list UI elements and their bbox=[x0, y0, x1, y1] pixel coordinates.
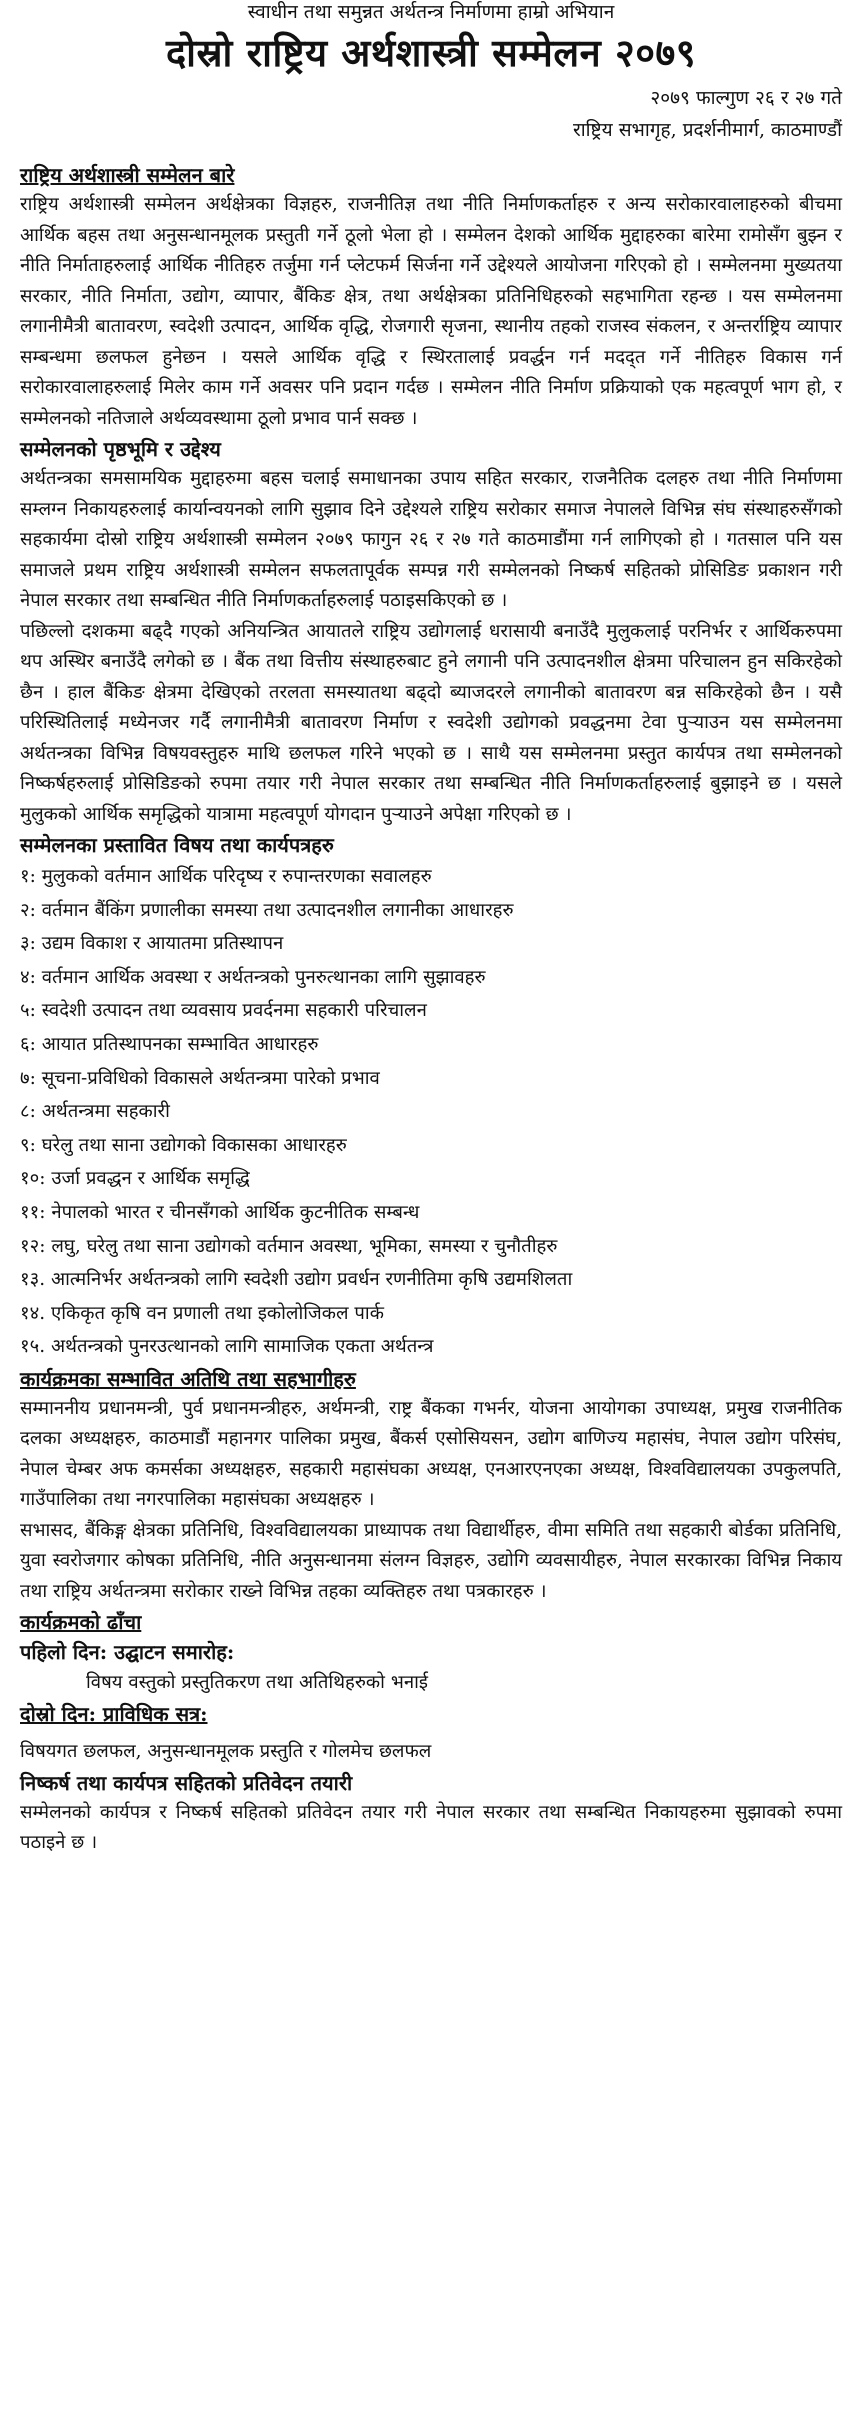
list-item: १०: उर्जा प्रवद्धन र आर्थिक समृद्धि bbox=[20, 1168, 250, 1190]
background-paragraph-2: पछिल्लो दशकमा बढ्दै गएको अनियन्त्रित आयातले राष्ट्रिय उद्योगलाई धरासायी बनाउँदै मुलुकलाई परनिर्भर र आर्थिकरुपमा थप अस्थिर बनाउँदै लगेको छ । बैंक तथा वित्तीय संस्थाहरुबाट हुने लगानी पनि उत्पादनशील क्षेत्रमा परिचालन हुन सकिरहेको छैन । हाल बैंकिङ क्षेत्रमा देखिएको तरलता समस्यातथा बढ्दो ब्याजदरले लगानीको बातावरण बन्न सकिरहेको छैन । यसै परिस्थितिलाई मध्येनजर गर्दै लगानीमैत्री बातावरण निर्माण र स्वदेशी उद्योगको प्रवद्धनमा टेवा पुऱ्याउन यस सम्मेलनमा अर्थतन्त्रका विभिन्न विषयवस्तुहरु माथि छलफल गरिने भएको छ । साथै यस सम्मेलनमा प्रस्तुत कार्यपत्र तथा सम्मेलनको निष्कर्षहरुलाई प्रोसिडिङको रुपमा तयार गरी नेपाल सरकार तथा सम्बन्धित नीति निर्माणकर्ताहरुलाई बुझाइने छ । यसले मुलुकको आर्थिक समृद्धिको यात्रामा महत्वपूर्ण योगदान पुऱ्याउने अपेक्षा गरिएको छ । bbox=[20, 620, 842, 825]
list-item: १४. एकिकृत कृषि वन प्रणाली तथा इकोलोजिकल पार्क bbox=[20, 1302, 384, 1324]
program-section bbox=[20, 1607, 842, 1859]
program-heading: कार्यक्रमको ढाँचा bbox=[20, 1610, 142, 1635]
list-item: ५: स्वदेशी उत्पादन तथा व्यवसाय प्रवर्दनमा सहकारी परिचालन bbox=[20, 1000, 427, 1022]
tagline: स्वाधीन तथा समुन्नत अर्थतन्त्र निर्माणमा हाम्रो अभियान bbox=[247, 1, 615, 23]
report-text: सम्मेलनको कार्यपत्र र निष्कर्ष सहितको प्रतिवेदन तयार गरी नेपाल सरकार तथा सम्बन्धित निकायहरुमा सुझावको रुपमा पठाइने छ । bbox=[20, 1801, 842, 1854]
list-item: २: वर्तमान बैंकिंग प्रणालीका समस्या तथा उत्पादनशील लगानीका आधारहरु bbox=[20, 899, 514, 921]
background-section bbox=[20, 434, 842, 830]
topics-section bbox=[20, 830, 842, 1364]
list-item: ३: उद्यम विकाश र आयातमा प्रतिस्थापन bbox=[20, 933, 284, 955]
list-item: ८: अर्थतन्त्रमा सहकारी bbox=[20, 1101, 170, 1123]
list-item: ४: वर्तमान आर्थिक अवस्था र अर्थतन्त्रको पुनरुत्थानका लागि सुझावहरु bbox=[20, 966, 486, 988]
list-item: ६: आयात प्रतिस्थापनका सम्भावित आधारहरु bbox=[20, 1033, 319, 1055]
background-heading: सम्मेलनको पृष्ठभूमि र उद्देश्य bbox=[20, 437, 221, 461]
page-title: दोस्रो राष्ट्रिय अर्थशास्त्री सम्मेलन २०७९ bbox=[165, 30, 697, 75]
about-section bbox=[20, 160, 842, 434]
guests-heading: कार्यक्रमका सम्भावित अतिथि तथा सहभागीहरु bbox=[20, 1366, 356, 1391]
list-item: १३. आत्मनिर्भर अर्थतन्त्रको लागि स्वदेशी उद्योग प्रवर्धन रणनीतिमा कृषि उद्यमशिलता bbox=[20, 1269, 573, 1291]
background-paragraph-1: अर्थतन्त्रका समसामयिक मुद्दाहरुमा बहस चलाई समाधानका उपाय सहित सरकार, राजनैतिक दलहरु तथा नीति निर्माणमा सम्लग्न निकायहरुलाई कार्यान्वयनको लागि सुझाव दिने उद्देश्यले राष्ट्रिय सरोकार समाज नेपालले विभिन्न संघ संस्थाहरुसँगको सहकार्यमा दोस्रो राष्ट्रिय अर्थशास्त्री सम्मेलन २०७९ फागुन २६ र २७ गते काठमाडौंमा गर्न लागिएको हो । गतसाल पनि यस समाजले प्रथम राष्ट्रिय अर्थशास्त्री सम्मेलन सफलतापूर्वक सम्पन्न गरी सम्मेलनको निष्कर्ष सहितको प्रोसिडिङ प्रकाशन गरी नेपाल सरकार तथा सम्बन्धित नीति निर्माणकर्ताहरुलाई पठाइसकिएको छ । bbox=[20, 468, 842, 611]
report-heading: निष्कर्ष तथा कार्यपत्र सहितको प्रतिवेदन तयारी bbox=[20, 1770, 353, 1795]
about-heading: राष्ट्रिय अर्थशास्त्री सम्मेलन बारे bbox=[20, 163, 235, 187]
event-venue: राष्ट्रिय सभागृह, प्रदर्शनीमार्ग, काठमाण्डौं bbox=[572, 119, 842, 141]
event-meta bbox=[20, 82, 842, 146]
spacer bbox=[20, 1729, 842, 1737]
list-item: ७: सूचना-प्रविधिको विकासले अर्थतन्त्रमा पारेको प्रभाव bbox=[20, 1067, 380, 1089]
list-item: ११: नेपालको भारत र चीनसँगको आर्थिक कुटनीतिक सम्बन्ध bbox=[20, 1201, 420, 1223]
topics-list bbox=[20, 860, 842, 1364]
day1-text: विषय वस्तुको प्रस्तुतिकरण तथा अतिथिहरुको भनाई bbox=[86, 1672, 428, 1694]
document-header bbox=[20, 0, 842, 146]
day1-heading: पहिलो दिन: उद्घाटन समारोह: bbox=[20, 1640, 235, 1665]
list-item: ९: घरेलु तथा साना उद्योगको विकासका आधारहरु bbox=[20, 1134, 347, 1156]
list-item: १५. अर्थतन्त्रको पुनरउत्थानको लागि सामाजिक एकता अर्थतन्त्र bbox=[20, 1336, 434, 1358]
day2-heading: दोस्रो दिन: प्राविधिक सत्र: bbox=[20, 1702, 208, 1727]
day2-text: विषयगत छलफल, अनुसन्धानमूलक प्रस्तुति र गोलमेच छलफल bbox=[20, 1741, 432, 1763]
list-item: १२: लघु, घरेलु तथा साना उद्योगको वर्तमान अवस्था, भूमिका, समस्या र चुनौतीहरु bbox=[20, 1235, 558, 1257]
guests-paragraph-2: सभासद, बैंकिङ्ग क्षेत्रका प्रतिनिधि, विश्वविद्यालयका प्राध्यापक तथा विद्यार्थीहरु, वीमा समिति तथा सहकारी बोर्डका प्रतिनिधि, युवा स्वरोजगार कोषका प्रतिनिधि, नीति अनुसन्धानमा संलग्न विज्ञहरु, उद्योगि व्यवसायीहरु, नेपाल सरकारका विभिन्न निकाय तथा राष्ट्रिय अर्थतन्त्रमा सरोकार राख्ने विभिन्न तहका व्यक्तिहरु तथा पत्रकारहरु । bbox=[20, 1519, 842, 1602]
guests-section bbox=[20, 1364, 842, 1608]
about-paragraph: राष्ट्रिय अर्थशास्त्री सम्मेलन अर्थक्षेत्रका विज्ञहरु, राजनीतिज्ञ तथा नीति निर्माणकर्ताहरु र अन्य सरोकारवालाहरुको बीचमा आर्थिक बहस तथा अनुसन्धानमूलक प्रस्तुती गर्ने ठूलो भेला हो । सम्मेलन देशको आर्थिक मुद्दाहरुका बारेमा रामोसँग बुझ्न र नीति निर्माताहरुलाई आर्थिक नीतिहरु तर्जुमा गर्न प्लेटफर्म सिर्जना गर्ने उद्देश्यले आयोजना गरिएको हो । सम्मेलनमा मुख्यतया सरकार, नीति निर्माता, उद्योग, व्यापार, बैंकिङ क्षेत्र, तथा अर्थक्षेत्रका प्रतिनिधिहरुको सहभागिता रहन्छ । यस सम्मेलनमा लगानीमैत्री बातावरण, स्वदेशी उत्पादन, आर्थिक वृद्धि, रोजगारी सृजना, स्थानीय तहको राजस्व संकलन, र अन्तर्राष्ट्रिय व्यापार सम्बन्धमा छलफल हुनेछन । यसले आर्थिक वृद्धि र स्थिरतालाई प्रवर्द्धन गर्न मदद्त गर्ने नीतिहरु विकास गर्न सरोकारवालाहरुलाई मिलेर काम गर्ने अवसर पनि प्रदान गर्दछ । सम्मेलन नीति निर्माण प्रक्रियाको एक महत्वपूर्ण भाग हो, र सम्मेलनको नतिजाले अर्थव्यवस्थामा ठूलो प्रभाव पार्न सक्छ । bbox=[20, 194, 842, 429]
list-item: १: मुलुकको वर्तमान आर्थिक परिदृष्य र रुपान्तरणका सवालहरु bbox=[20, 866, 432, 887]
topics-heading: सम्मेलनका प्रस्तावित विषय तथा कार्यपत्रहरु bbox=[20, 833, 334, 857]
event-date: २०७९ फाल्गुण २६ र २७ गते bbox=[650, 87, 842, 109]
guests-paragraph-1: सम्माननीय प्रधानमन्त्री, पुर्व प्रधानमन्त्रीहरु, अर्थमन्त्री, राष्ट्र बैंकका गभर्नर, योजना आयोगका उपाध्यक्ष, प्रमुख राजनीतिक दलका अध्यक्षहरु, काठमाडौं महानगर पालिका प्रमुख, बैंकर्स एसोसियसन, उद्योग बाणिज्य महासंघ, नेपाल उद्योग परिसंघ, नेपाल चेम्बर अफ कमर्सका अध्यक्षहरु, सहकारी महासंघका अध्यक्ष, एनआरएनएका अध्यक्ष, विश्वविद्यालयका उपकुलपति, गाउँपालिका तथा नगरपालिका महासंघका अध्यक्षहरु । bbox=[20, 1397, 842, 1511]
